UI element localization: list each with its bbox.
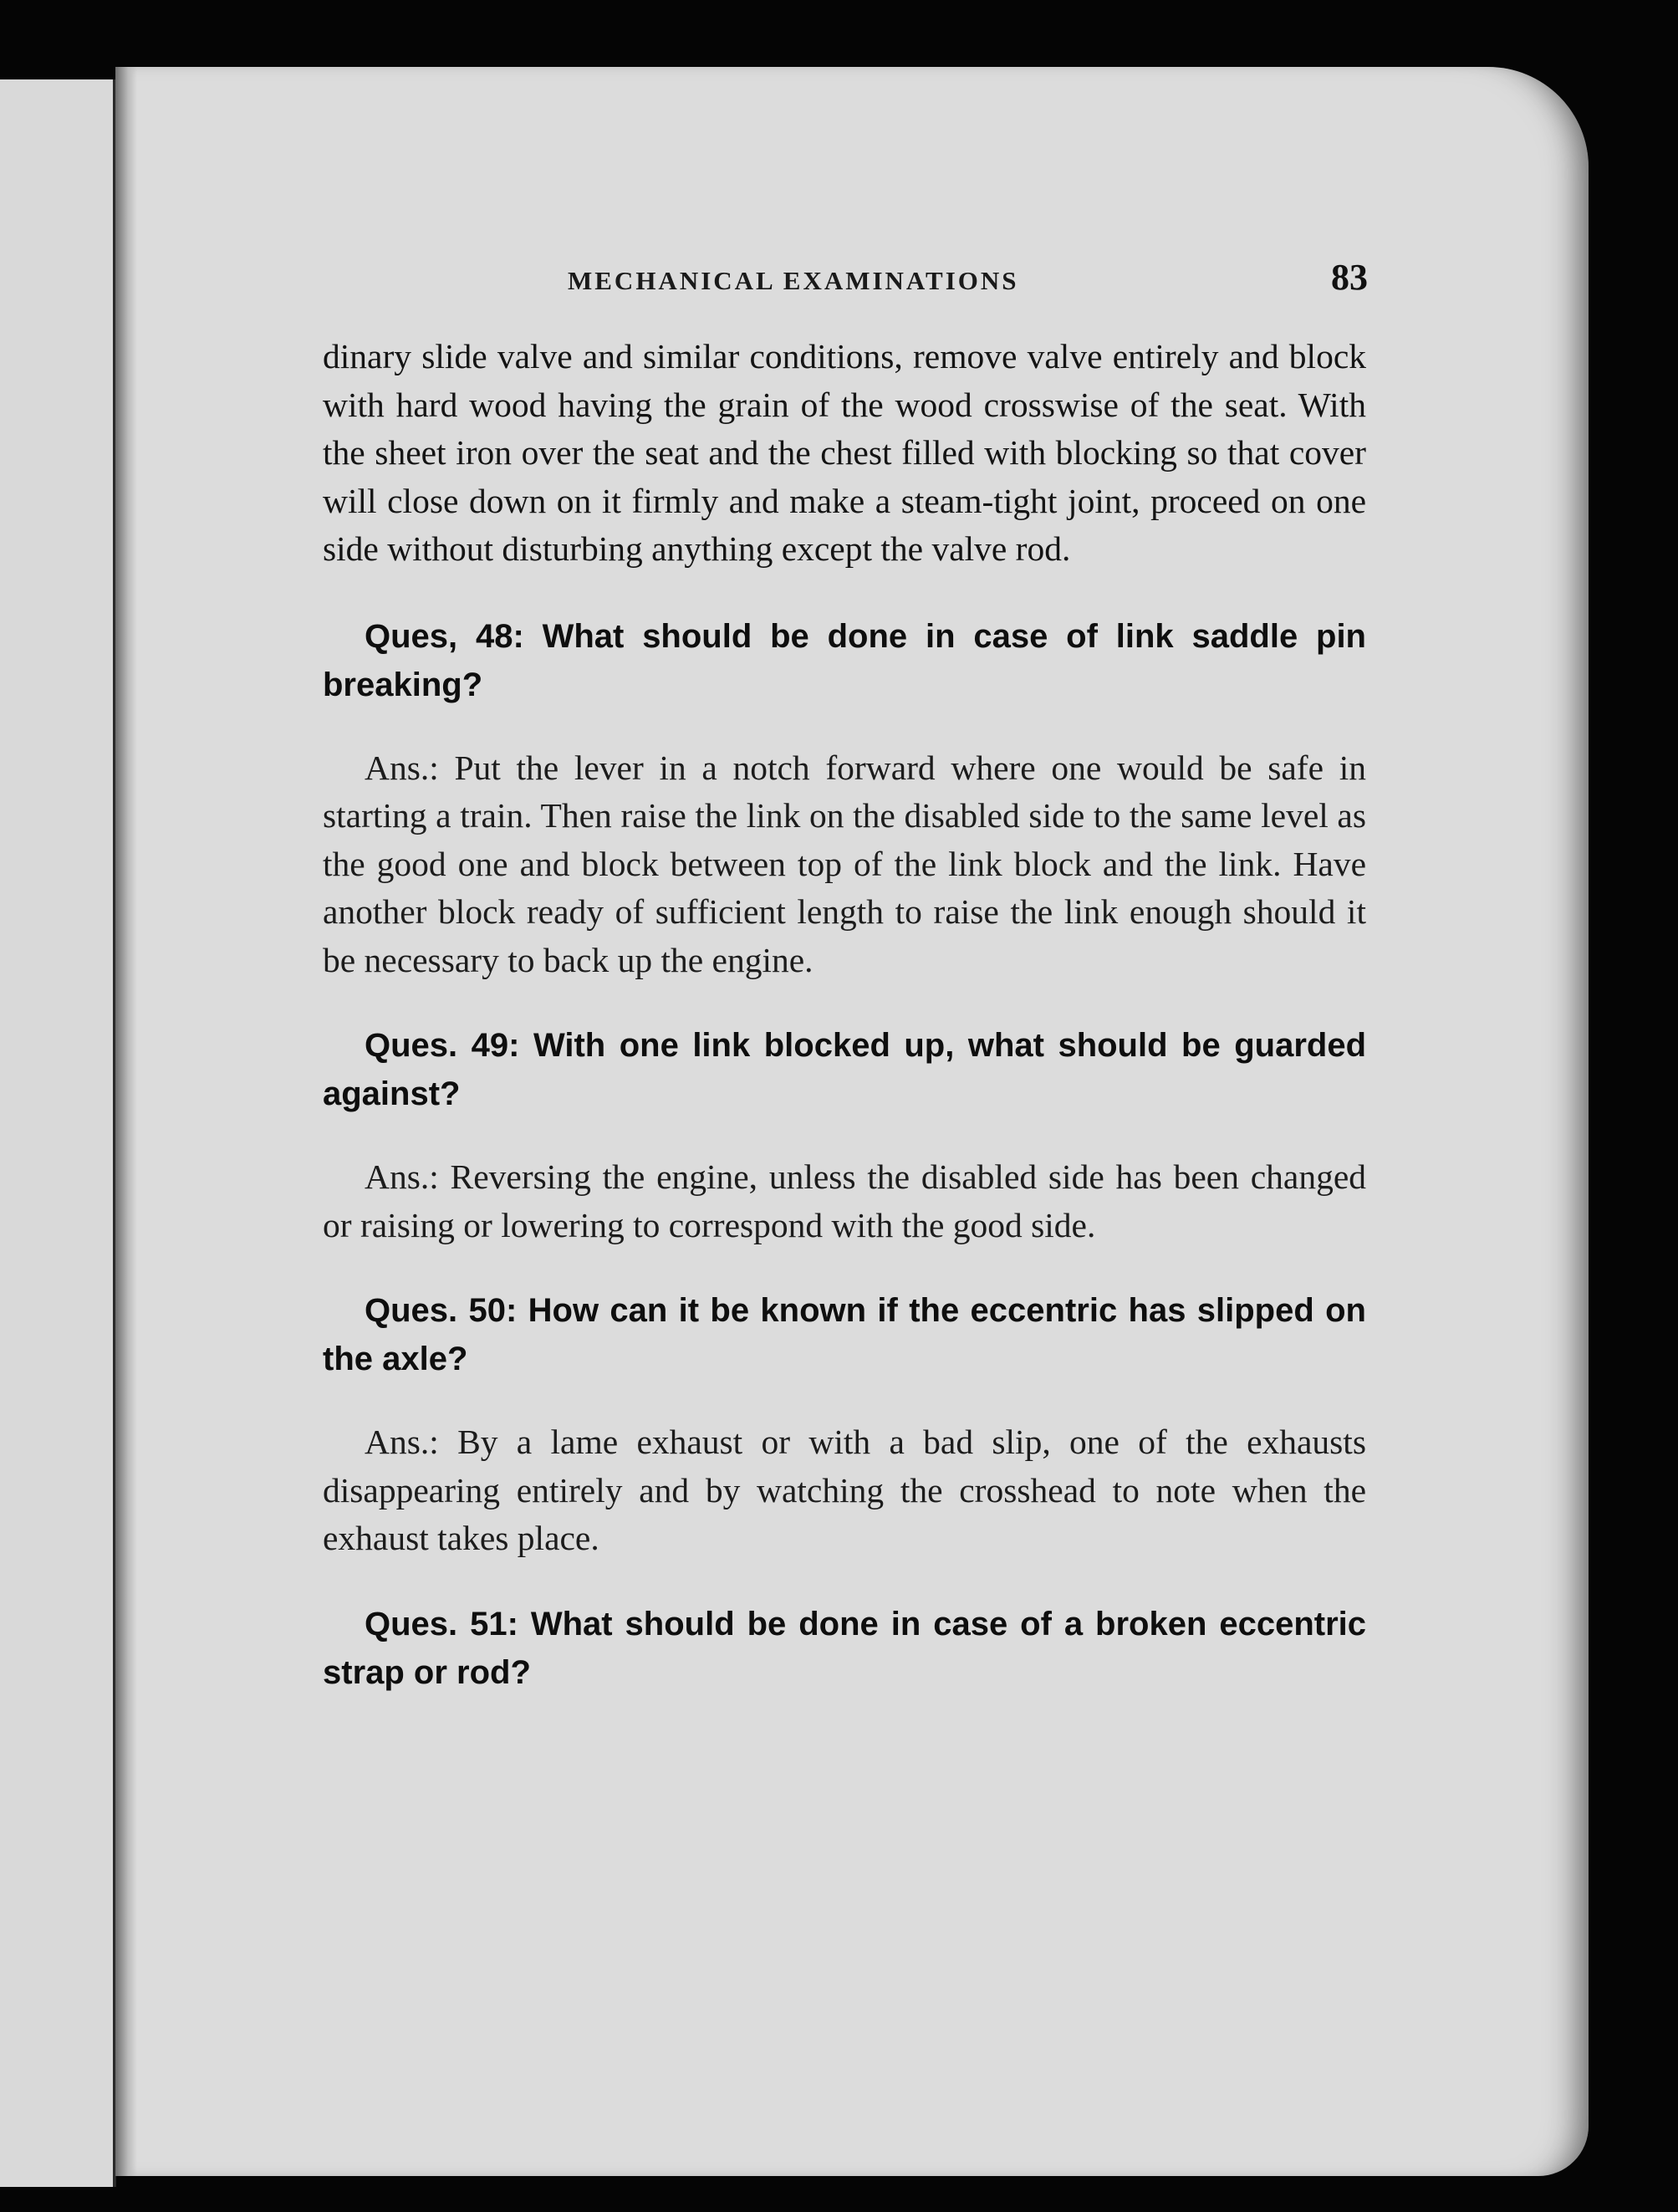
question-49: Ques. 49: With one link blocked up, what should be guarded against? xyxy=(323,1027,1366,1112)
continued-paragraph: dinary slide valve and similar conditions, remove valve entirely and block with hard wood having the grain of the wood crosswise of the seat. With the sheet iron over the seat and the chest filled with blocking so that cover will close down on it firmly and make a steam-tight joint, proceed on one side without disturbing anything except the valve rod. xyxy=(323,337,1366,568)
question-50: Ques. 50: How can it be known if the eccentric has slipped on the axle? xyxy=(323,1292,1366,1377)
page-number: 83 xyxy=(1331,257,1368,298)
question-51: Ques. 51: What should be done in case of a broken eccentric strap or rod? xyxy=(323,1605,1366,1691)
page-gutter xyxy=(115,67,137,2176)
answer-48: Ans.: Put the lever in a notch forward where one would be safe in starting a train. Then raise the link on the disabled side to the same level as the good one and block between top of the link block and the link. Have another block ready of sufficient length to raise the link enough should it be necessary to back up the engine. xyxy=(323,748,1366,979)
facing-page-edge xyxy=(0,79,116,2187)
answer-50: Ans.: By a lame exhaust or with a bad slip, one of the exhausts disappearing entirely and by watching the crosshead to note when the exhaust takes place. xyxy=(323,1423,1366,1557)
running-head: MECHANICAL EXAMINATIONS xyxy=(568,266,1019,295)
answer-49: Ans.: Reversing the engine, unless the disabled side has been changed or raising or lowering to correspond with the good side. xyxy=(323,1157,1366,1244)
page-body xyxy=(323,333,1366,1732)
page-header xyxy=(323,249,1368,316)
question-48: Ques, 48: What should be done in case of link saddle pin breaking? xyxy=(323,617,1366,703)
